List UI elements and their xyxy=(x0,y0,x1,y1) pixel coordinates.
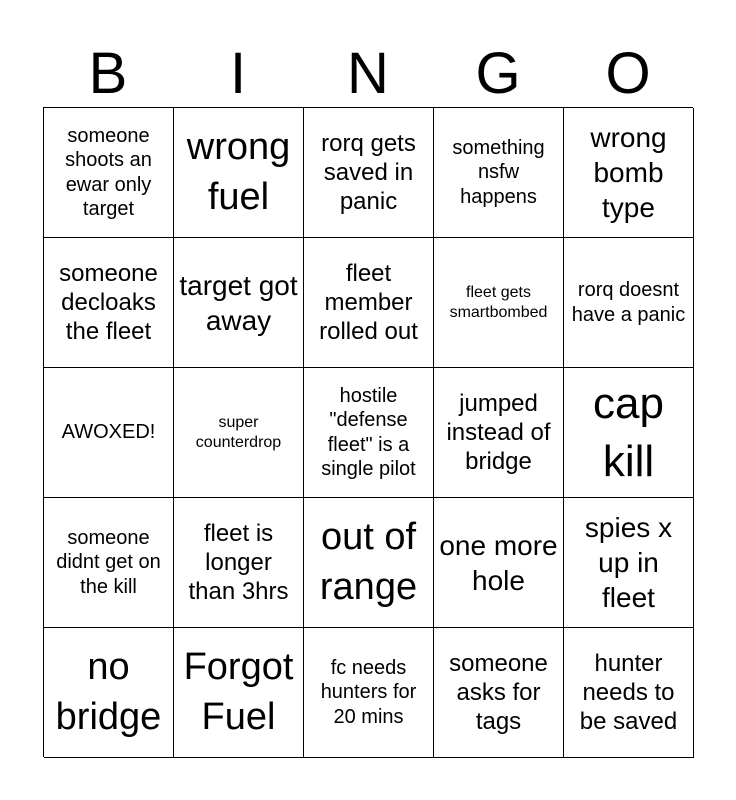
bingo-cell[interactable]: no bridge xyxy=(44,628,174,758)
bingo-cell[interactable]: one more hole xyxy=(434,498,564,628)
bingo-grid xyxy=(43,107,693,757)
bingo-cell[interactable]: someone didnt get on the kill xyxy=(44,498,174,628)
bingo-cell[interactable]: someone asks for tags xyxy=(434,628,564,758)
bingo-cell[interactable]: wrong bomb type xyxy=(564,108,694,238)
header-letter-i: I xyxy=(229,41,247,106)
bingo-cell[interactable]: out of range xyxy=(304,498,434,628)
bingo-cell[interactable]: wrong fuel xyxy=(174,108,304,238)
header-letter-b: B xyxy=(88,41,128,106)
bingo-cell[interactable]: hostile "defense fleet" is a single pilot xyxy=(304,368,434,498)
bingo-cell[interactable]: spies x up in fleet xyxy=(564,498,694,628)
header-letter-n: N xyxy=(347,41,389,106)
bingo-cell[interactable]: super counterdrop xyxy=(174,368,304,498)
bingo-cell[interactable]: cap kill xyxy=(564,368,694,498)
bingo-header xyxy=(43,40,693,108)
bingo-cell[interactable]: rorq gets saved in panic xyxy=(304,108,434,238)
bingo-cell[interactable]: fleet is longer than 3hrs xyxy=(174,498,304,628)
bingo-cell[interactable]: someone shoots an ewar only target xyxy=(44,108,174,238)
bingo-cell[interactable]: Forgot Fuel xyxy=(174,628,304,758)
bingo-cell[interactable]: something nsfw happens xyxy=(434,108,564,238)
bingo-cell[interactable]: target got away xyxy=(174,238,304,368)
bingo-cell[interactable]: hunter needs to be saved xyxy=(564,628,694,758)
bingo-cell[interactable]: jumped instead of bridge xyxy=(434,368,564,498)
header-letter-o: O xyxy=(605,41,651,106)
bingo-cell[interactable]: fc needs hunters for 20 mins xyxy=(304,628,434,758)
bingo-cell[interactable]: rorq doesnt have a panic xyxy=(564,238,694,368)
bingo-cell[interactable]: fleet gets smartbombed xyxy=(434,238,564,368)
header-letter-g: G xyxy=(475,41,521,106)
bingo-cell[interactable]: someone decloaks the fleet xyxy=(44,238,174,368)
bingo-cell[interactable]: AWOXED! xyxy=(44,368,174,498)
bingo-cell[interactable]: fleet member rolled out xyxy=(304,238,434,368)
